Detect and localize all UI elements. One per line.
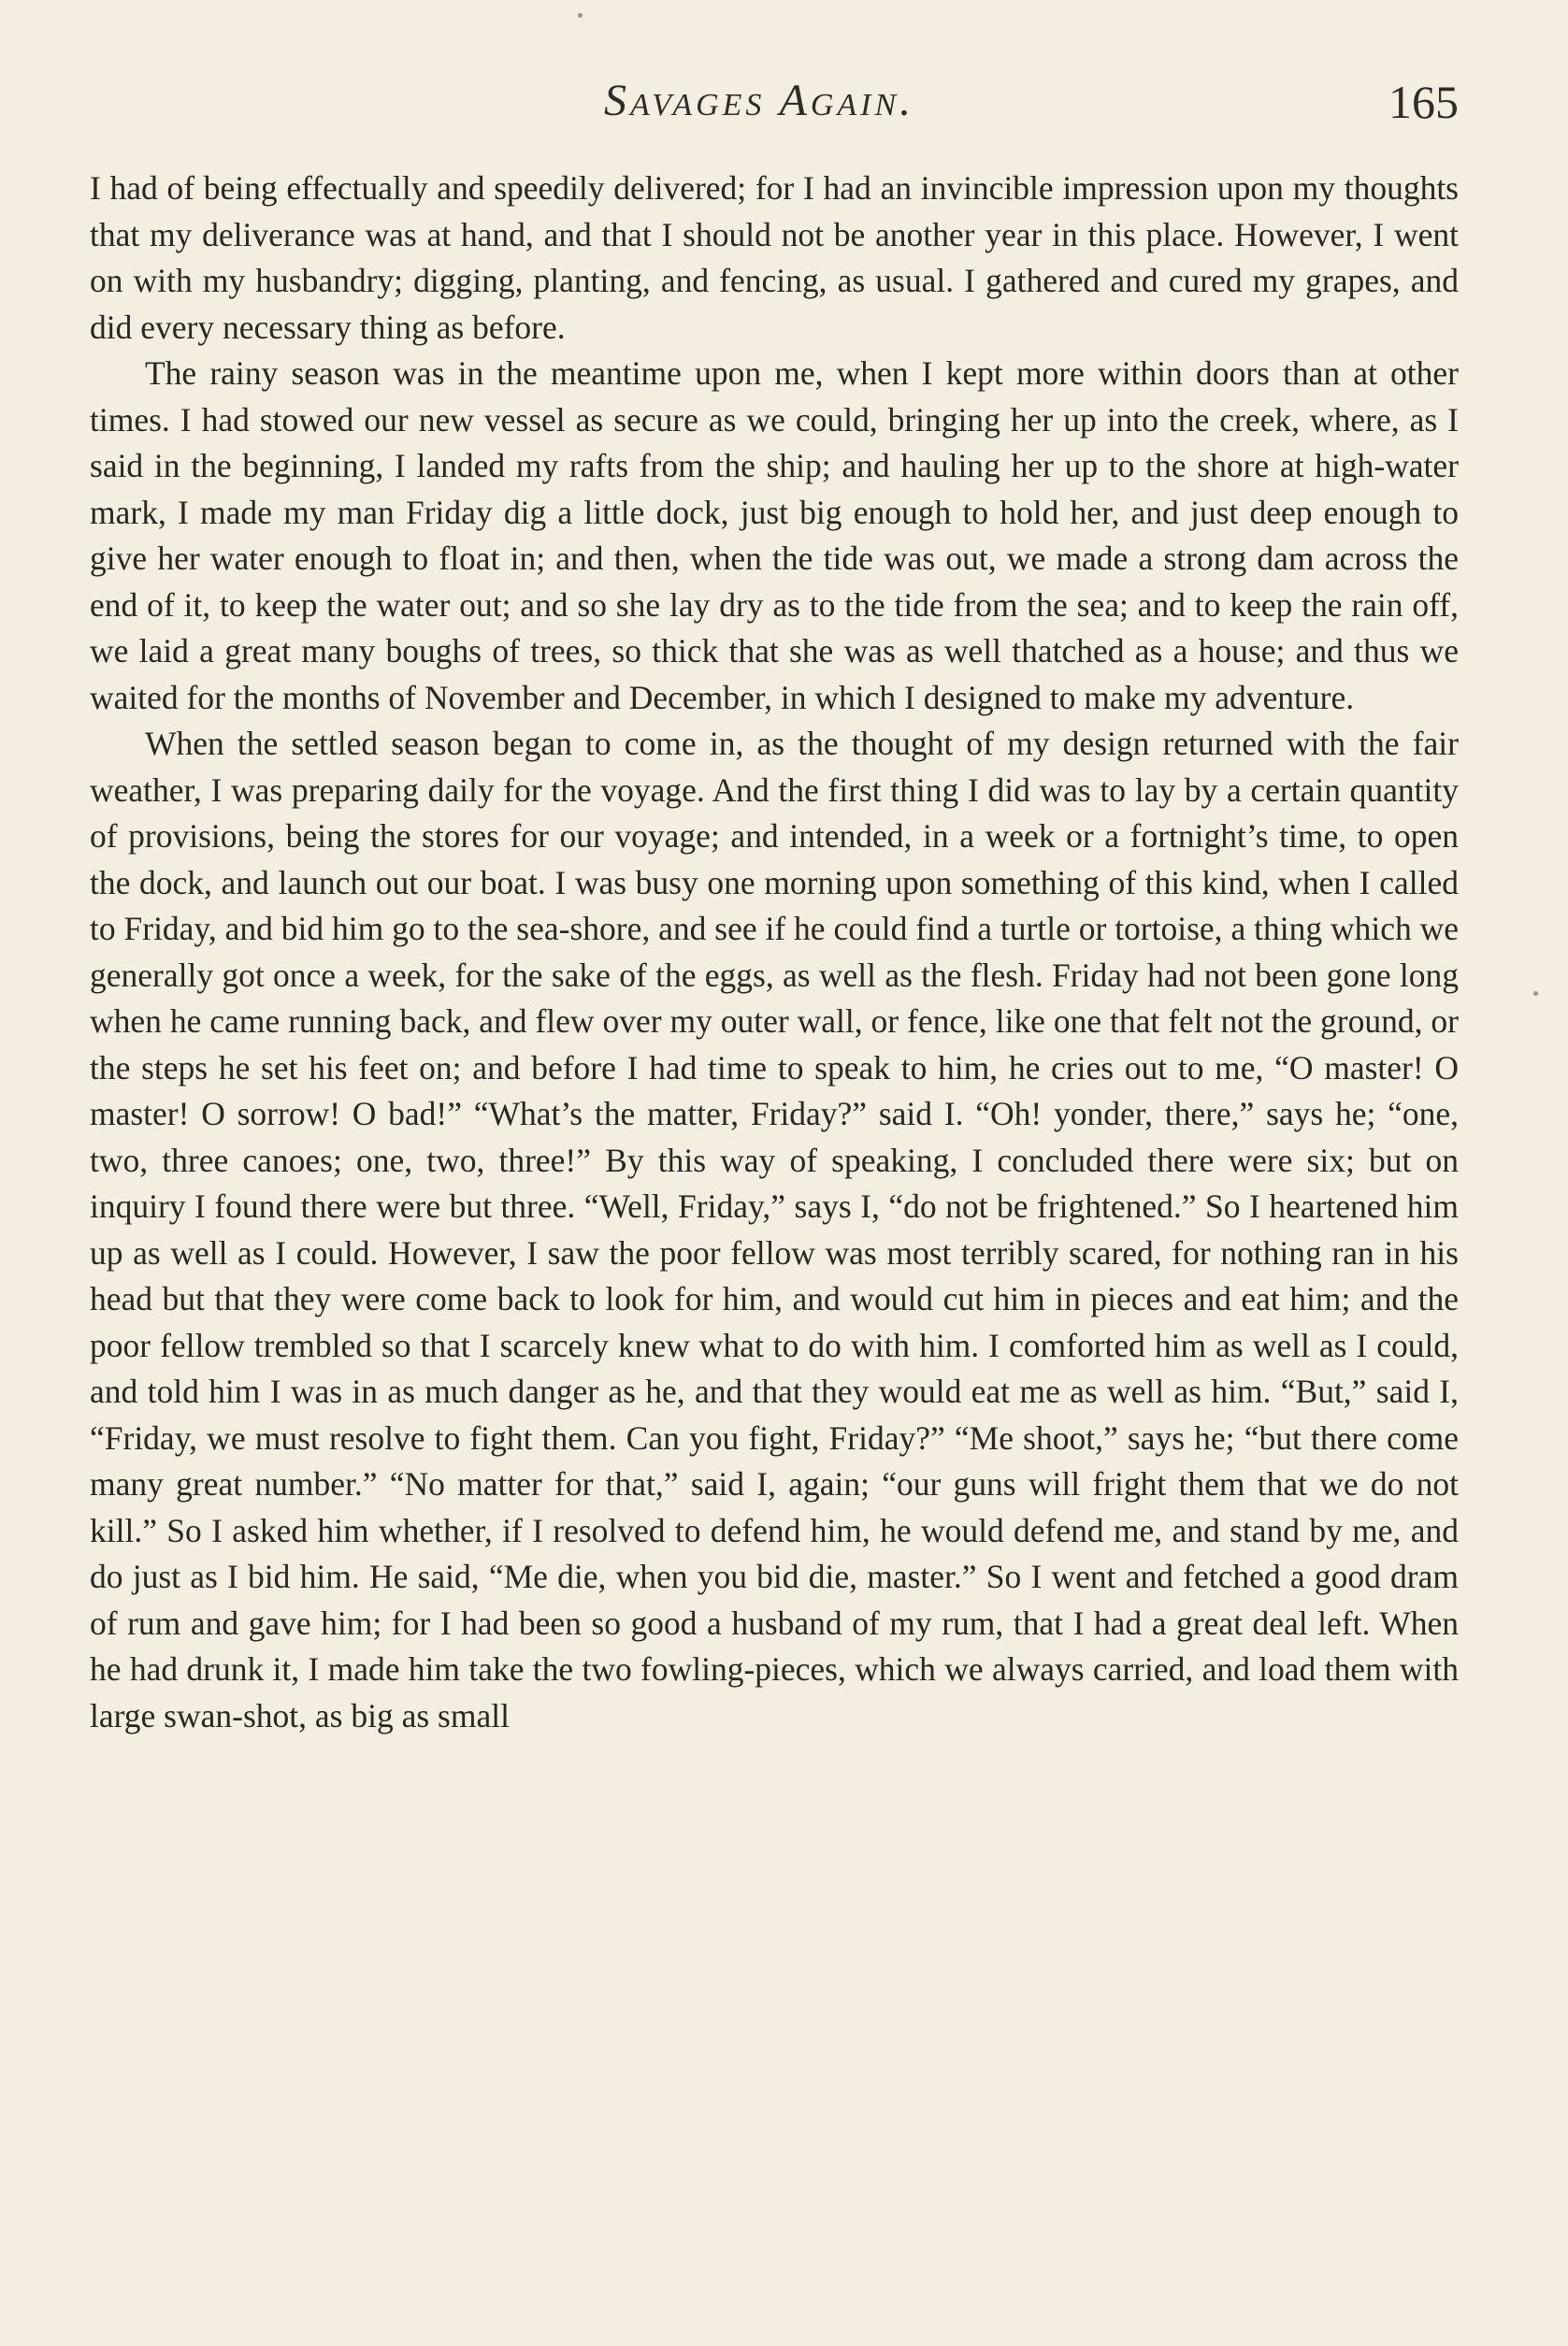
paragraph: I had of being effectually and speedily delivered; for I had an invincible impression upon my thoughts that my deliverance was at hand, and that I should not be another year in this place. However, I went on with my husbandry; digging, planting, and fencing, as usual. I gathered and cured my grapes, and did every necessary thing as before. [90, 169, 1459, 346]
page-speck [578, 13, 583, 18]
paragraph: The rainy season was in the meantime upon me, when I kept more within doors than at other times. I had stowed our new vessel as secure as we could, bringing her up into the creek, where, as I said in the beginning, I landed my rafts from the ship; and hauling her up to the shore at high-water mark, I made my man Friday dig a little dock, just big enough to hold her, and just deep enough to give her water enough to float in; and then, when the tide was out, we made a strong dam across the end of it, to keep the water out; and so she lay dry as to the tide from the sea; and to keep the rain off, we laid a great many boughs of trees, so thick that she was as well thatched as a house; and thus we waited for the months of November and December, in which I designed to make my adventure. [90, 354, 1459, 716]
running-title: Savages Again. [604, 76, 915, 125]
body-text [90, 166, 1459, 1739]
page-speck [1533, 991, 1538, 996]
page-header [90, 75, 1459, 140]
paragraph: When the settled season began to come in, as the thought of my design returned with the fair weather, I was preparing daily for the voyage. And the first thing I did was to lay by a certain quantity of provisions, being the stores for our voyage; and intended, in a week or a fortnight’s time, to open the dock, and launch out our boat. I was busy one morning upon something of this kind, when I called to Friday, and bid him go to the sea-shore, and see if he could find a turtle or tortoise, a thing which we generally got once a week, for the sake of the eggs, as well as the flesh. Friday had not been gone long when he came running back, and flew over my outer wall, or fence, like one that felt not the ground, or the steps he set his feet on; and before I had time to speak to him, he cries out to me, “O master! O master! O sorrow! O bad!” “What’s the matter, Friday?” said I. “Oh! yonder, there,” says he; “one, two, three canoes; one, two, three!” By this way of speaking, I concluded there were six; but on inquiry I found there were but three. “Well, Friday,” says I, “do not be frightened.” So I heartened him up as well as I could. However, I saw the poor fellow was most terribly scared, for nothing ran in his head but that they were come back to look for him, and would cut him in pieces and eat him; and the poor fellow trembled so that I scarcely knew what to do with him. I comforted him as well as I could, and told him I was in as much danger as he, and that they would eat me as well as him. “But,” said I, “Friday, we must resolve to fight them. Can you fight, Friday?” “Me shoot,” says he; “but there come many great number.” “No matter for that,” said I, again; “our guns will fright them that we do not kill.” So I asked him whether, if I resolved to defend him, he would defend me, and stand by me, and do just as I bid him. He said, “Me die, when you bid die, master.” So I went and fetched a good dram of rum and gave him; for I had been so good a husband of my rum, that I had a great deal left. When he had drunk it, I made him take the two fowling-pieces, which we always carried, and load them with large swan-shot, as big as small [90, 725, 1459, 1734]
page-number: 165 [1388, 76, 1459, 128]
